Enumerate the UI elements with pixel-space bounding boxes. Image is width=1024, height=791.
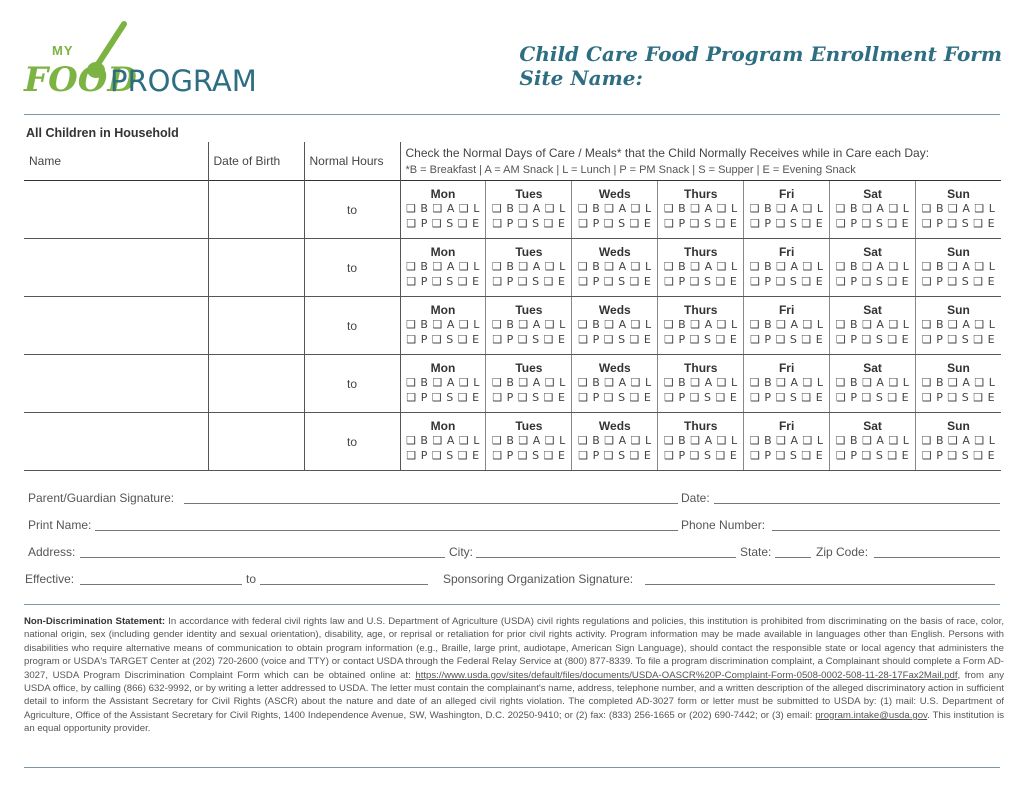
day-tues xyxy=(485,181,571,238)
form-title xyxy=(519,42,1002,90)
meal-checkboxes-bal[interactable]: ❑ B ❑ A ❑ L xyxy=(663,434,738,447)
meal-checkboxes-bal[interactable]: ❑ B ❑ A ❑ L xyxy=(663,376,738,389)
day-label: Thurs xyxy=(684,303,718,317)
statement-heading: Non-Discrimination Statement: xyxy=(24,616,166,627)
meal-checkboxes-pse[interactable]: ❑ P ❑ S ❑ E xyxy=(750,391,824,404)
day-sat xyxy=(829,413,915,470)
day-label: Mon xyxy=(430,361,456,375)
day-label: Mon xyxy=(430,303,456,317)
day-label: Mon xyxy=(430,187,456,201)
day-sun xyxy=(915,239,1001,296)
meal-checkboxes-pse[interactable]: ❑ P ❑ S ❑ E xyxy=(836,275,910,288)
day-label: Sun xyxy=(947,419,970,433)
meal-checkboxes-pse[interactable]: ❑ P ❑ S ❑ E xyxy=(664,217,738,230)
meal-checkboxes-bal[interactable]: ❑ B ❑ A ❑ L xyxy=(577,318,652,331)
zip-label: Zip Code: xyxy=(816,545,869,559)
meal-checkboxes-bal[interactable]: ❑ B ❑ A ❑ L xyxy=(406,376,480,389)
day-label: Weds xyxy=(598,361,631,375)
meal-checkboxes-bal[interactable]: ❑ B ❑ A ❑ L xyxy=(577,434,652,447)
meal-checkboxes-bal[interactable]: ❑ B ❑ A ❑ L xyxy=(491,318,566,331)
meal-checkboxes-bal[interactable]: ❑ B ❑ A ❑ L xyxy=(577,376,652,389)
day-label: Tues xyxy=(515,187,543,201)
meal-checkboxes-pse[interactable]: ❑ P ❑ S ❑ E xyxy=(492,449,566,462)
day-label: Thurs xyxy=(684,245,718,259)
meal-checkboxes-bal[interactable]: ❑ B ❑ A ❑ L xyxy=(749,376,824,389)
day-weds xyxy=(571,355,657,412)
child-name-cell[interactable] xyxy=(24,297,208,355)
day-sat xyxy=(829,181,915,238)
day-sun xyxy=(915,355,1001,412)
meal-checkboxes-bal[interactable]: ❑ B ❑ A ❑ L xyxy=(491,376,566,389)
form-title-line1: Child Care Food Program Enrollment Form xyxy=(519,42,1002,66)
section-title: All Children in Household xyxy=(26,126,179,140)
phone-field[interactable] xyxy=(772,530,1000,531)
day-label: Fri xyxy=(778,419,795,433)
day-label: Mon xyxy=(430,245,456,259)
day-sat xyxy=(829,297,915,354)
phone-label: Phone Number: xyxy=(681,518,766,532)
meal-checkboxes-pse[interactable]: ❑ P ❑ S ❑ E xyxy=(664,449,738,462)
normal-hours-cell[interactable] xyxy=(304,413,400,471)
meal-checkboxes-bal[interactable]: ❑ B ❑ A ❑ L xyxy=(491,434,566,447)
meal-checkboxes-bal[interactable]: ❑ B ❑ A ❑ L xyxy=(835,434,910,447)
normal-hours-cell[interactable] xyxy=(304,355,400,413)
child-dob-cell[interactable] xyxy=(208,355,304,413)
col-name: Name xyxy=(29,154,62,168)
meal-checkboxes-bal[interactable]: ❑ B ❑ A ❑ L xyxy=(749,260,824,273)
meal-checkboxes-bal[interactable]: ❑ B ❑ A ❑ L xyxy=(491,260,566,273)
day-label: Sun xyxy=(947,187,970,201)
hours-to-label: to xyxy=(346,202,357,217)
effective-to-field[interactable] xyxy=(260,584,428,585)
meal-checkboxes-bal[interactable]: ❑ B ❑ A ❑ L xyxy=(835,318,910,331)
meal-checkboxes-pse[interactable]: ❑ P ❑ S ❑ E xyxy=(664,391,738,404)
days-cell xyxy=(400,297,1001,355)
day-sun xyxy=(915,413,1001,470)
day-label: Tues xyxy=(515,303,543,317)
state-label: State: xyxy=(740,545,772,559)
address-label: Address: xyxy=(28,545,76,559)
city-label: City: xyxy=(449,545,473,559)
day-label: Fri xyxy=(778,303,795,317)
meal-checkboxes-pse[interactable]: ❑ P ❑ S ❑ E xyxy=(836,391,910,404)
day-fri xyxy=(743,239,829,296)
day-fri xyxy=(743,181,829,238)
print-name-field[interactable] xyxy=(95,530,678,531)
col-check xyxy=(400,142,1001,181)
meal-checkboxes-pse[interactable]: ❑ P ❑ S ❑ E xyxy=(750,333,824,346)
meal-checkboxes-bal[interactable]: ❑ B ❑ A ❑ L xyxy=(406,202,480,215)
meal-checkboxes-pse[interactable]: ❑ P ❑ S ❑ E xyxy=(921,275,996,288)
day-tues xyxy=(485,239,571,296)
hours-to-label: to xyxy=(346,318,357,333)
child-dob-cell[interactable] xyxy=(208,239,304,297)
meal-checkboxes-bal[interactable]: ❑ B ❑ A ❑ L xyxy=(921,434,996,447)
day-label: Mon xyxy=(430,419,456,433)
child-dob-cell[interactable] xyxy=(208,297,304,355)
day-label: Weds xyxy=(598,303,631,317)
meal-checkboxes-pse[interactable]: ❑ P ❑ S ❑ E xyxy=(492,333,566,346)
hours-to-label: to xyxy=(346,260,357,275)
normal-hours-cell[interactable] xyxy=(304,239,400,297)
effective-label: Effective: xyxy=(25,572,75,586)
meal-checkboxes-pse[interactable]: ❑ P ❑ S ❑ E xyxy=(406,391,480,404)
day-label: Sat xyxy=(863,245,882,259)
day-sun xyxy=(915,181,1001,238)
meal-checkboxes-bal[interactable]: ❑ B ❑ A ❑ L xyxy=(749,434,824,447)
day-label: Fri xyxy=(778,361,795,375)
day-label: Weds xyxy=(598,419,631,433)
day-label: Sat xyxy=(863,187,882,201)
child-dob-cell[interactable] xyxy=(208,413,304,471)
meal-checkboxes-bal[interactable]: ❑ B ❑ A ❑ L xyxy=(835,260,910,273)
child-row xyxy=(24,413,1001,471)
day-label: Fri xyxy=(778,187,795,201)
child-row xyxy=(24,181,1001,239)
meal-checkboxes-bal[interactable]: ❑ B ❑ A ❑ L xyxy=(406,260,480,273)
meal-checkboxes-pse[interactable]: ❑ P ❑ S ❑ E xyxy=(492,275,566,288)
day-weds xyxy=(571,413,657,470)
meal-checkboxes-pse[interactable]: ❑ P ❑ S ❑ E xyxy=(664,333,738,346)
normal-hours-cell[interactable] xyxy=(304,181,400,239)
sponsor-signature-label: Sponsoring Organization Signature: xyxy=(443,572,634,586)
day-thurs xyxy=(657,181,743,238)
meal-checkboxes-bal[interactable]: ❑ B ❑ A ❑ L xyxy=(406,318,480,331)
meal-checkboxes-pse[interactable]: ❑ P ❑ S ❑ E xyxy=(921,391,996,404)
meal-checkboxes-pse[interactable]: ❑ P ❑ S ❑ E xyxy=(750,275,824,288)
meal-checkboxes-bal[interactable]: ❑ B ❑ A ❑ L xyxy=(749,318,824,331)
email-link[interactable]: program.intake@usda.gov xyxy=(815,709,928,721)
day-label: Tues xyxy=(515,245,543,259)
child-dob-cell[interactable] xyxy=(208,181,304,239)
normal-hours-cell[interactable] xyxy=(304,297,400,355)
day-label: Sun xyxy=(947,245,970,259)
meal-checkboxes-pse[interactable]: ❑ P ❑ S ❑ E xyxy=(836,217,910,230)
day-sun xyxy=(915,297,1001,354)
child-row xyxy=(24,297,1001,355)
days-cell xyxy=(400,181,1001,239)
address-field[interactable] xyxy=(80,557,445,558)
day-label: Sat xyxy=(863,361,882,375)
logo-program: PROGRAM xyxy=(110,64,257,98)
meal-checkboxes-pse[interactable]: ❑ P ❑ S ❑ E xyxy=(492,217,566,230)
day-mon xyxy=(401,413,486,470)
day-fri xyxy=(743,413,829,470)
day-mon xyxy=(401,297,486,354)
child-name-cell[interactable] xyxy=(24,181,208,239)
meal-checkboxes-pse[interactable]: ❑ P ❑ S ❑ E xyxy=(921,217,996,230)
meal-checkboxes-pse[interactable]: ❑ P ❑ S ❑ E xyxy=(578,391,652,404)
child-name-cell[interactable] xyxy=(24,239,208,297)
meal-checkboxes-bal[interactable]: ❑ B ❑ A ❑ L xyxy=(491,202,566,215)
meal-checkboxes-pse[interactable]: ❑ P ❑ S ❑ E xyxy=(492,391,566,404)
meal-checkboxes-pse[interactable]: ❑ P ❑ S ❑ E xyxy=(406,275,480,288)
signature-label: Parent/Guardian Signature: xyxy=(28,491,175,505)
footer-divider xyxy=(24,767,1000,768)
day-label: Fri xyxy=(778,245,795,259)
day-label: Thurs xyxy=(684,361,718,375)
day-label: Tues xyxy=(515,361,543,375)
child-name-cell[interactable] xyxy=(24,413,208,471)
day-mon xyxy=(401,181,486,238)
print-name-label: Print Name: xyxy=(28,518,92,532)
myfoodprogram-logo xyxy=(22,18,262,100)
meal-checkboxes-pse[interactable]: ❑ P ❑ S ❑ E xyxy=(921,449,996,462)
day-label: Tues xyxy=(515,419,543,433)
date-field[interactable] xyxy=(714,503,1000,504)
header-divider xyxy=(24,114,1000,115)
days-cell xyxy=(400,355,1001,413)
meal-checkboxes-pse[interactable]: ❑ P ❑ S ❑ E xyxy=(578,275,652,288)
state-field[interactable] xyxy=(775,557,811,558)
day-thurs xyxy=(657,297,743,354)
statement-p1: In accordance with federal civil rights law and U.S. Department of Agriculture (USDA) civil rights regulations and policies, this institution is prohibited from discriminating on the basis of race, color, national origin, sex (including gender identity and sexual orientation), disability, age, or reprisal or retaliation for prior civil rights activity. Program information may be made available in languages other than English. Persons with disabilities who require alternative means of communication to obtain program information (e.g., Braille, large print, audiotape, American Sign Language), should contact the responsible state or local agency that administers the program or USDA's TARGET Center at (202) 720-2600 (voice and TTY) or contact USDA through the Federal Relay Service at (800) 877-8339. To file a program discrimination complaint, a Complainant should complete a Form AD-3027, USDA Program Discrimination Complaint Form which can be obtained online at: xyxy=(24,616,1004,681)
meal-checkboxes-bal[interactable]: ❑ B ❑ A ❑ L xyxy=(663,260,738,273)
meal-legend: *B = Breakfast | A = AM Snack | L = Lunch | P = PM Snack | S = Supper | E = Evening Snack xyxy=(405,164,856,176)
hours-to-label: to xyxy=(346,434,357,449)
day-sat xyxy=(829,239,915,296)
day-label: Weds xyxy=(598,187,631,201)
day-tues xyxy=(485,413,571,470)
zip-field[interactable] xyxy=(874,557,1000,558)
meal-checkboxes-pse[interactable]: ❑ P ❑ S ❑ E xyxy=(406,217,480,230)
signature-field[interactable] xyxy=(184,503,678,504)
meal-checkboxes-bal[interactable]: ❑ B ❑ A ❑ L xyxy=(406,434,480,447)
days-cell xyxy=(400,413,1001,471)
meal-checkboxes-pse[interactable]: ❑ P ❑ S ❑ E xyxy=(406,333,480,346)
effective-from-field[interactable] xyxy=(80,584,242,585)
meal-checkboxes-bal[interactable]: ❑ B ❑ A ❑ L xyxy=(663,318,738,331)
meal-checkboxes-pse[interactable]: ❑ P ❑ S ❑ E xyxy=(578,217,652,230)
meal-checkboxes-bal[interactable]: ❑ B ❑ A ❑ L xyxy=(921,376,996,389)
statement-divider xyxy=(24,604,1000,605)
meal-checkboxes-bal[interactable]: ❑ B ❑ A ❑ L xyxy=(835,376,910,389)
days-group xyxy=(401,413,1002,470)
day-mon xyxy=(401,355,486,412)
meal-checkboxes-bal[interactable]: ❑ B ❑ A ❑ L xyxy=(921,260,996,273)
day-label: Weds xyxy=(598,245,631,259)
day-label: Sat xyxy=(863,303,882,317)
complaint-form-link[interactable]: https://www.usda.gov/sites/default/files/documents/USDA-OASCR%20P-Complaint-Form-0508-0002-508-11-28-17Fax2Mail.pdf xyxy=(415,669,958,681)
meal-checkboxes-bal[interactable]: ❑ B ❑ A ❑ L xyxy=(663,202,738,215)
day-thurs xyxy=(657,355,743,412)
days-group xyxy=(401,297,1002,354)
day-fri xyxy=(743,297,829,354)
sponsor-signature-field[interactable] xyxy=(645,584,995,585)
meal-checkboxes-pse[interactable]: ❑ P ❑ S ❑ E xyxy=(921,333,996,346)
meal-checkboxes-pse[interactable]: ❑ P ❑ S ❑ E xyxy=(578,449,652,462)
logo-food: FOOD xyxy=(24,60,137,100)
meal-checkboxes-pse[interactable]: ❑ P ❑ S ❑ E xyxy=(578,333,652,346)
day-label: Sun xyxy=(947,303,970,317)
child-row xyxy=(24,239,1001,297)
children-table xyxy=(24,142,1001,471)
hours-to-label: to xyxy=(346,376,357,391)
meal-checkboxes-bal[interactable]: ❑ B ❑ A ❑ L xyxy=(749,202,824,215)
meal-checkboxes-pse[interactable]: ❑ P ❑ S ❑ E xyxy=(836,333,910,346)
day-tues xyxy=(485,355,571,412)
col-check-label: Check the Normal Days of Care / Meals* that the Child Normally Receives while in Care each Day: xyxy=(405,146,930,160)
meal-checkboxes-bal[interactable]: ❑ B ❑ A ❑ L xyxy=(921,318,996,331)
meal-checkboxes-pse[interactable]: ❑ P ❑ S ❑ E xyxy=(406,449,480,462)
day-label: Thurs xyxy=(684,187,718,201)
day-weds xyxy=(571,297,657,354)
day-mon xyxy=(401,239,486,296)
meal-checkboxes-bal[interactable]: ❑ B ❑ A ❑ L xyxy=(577,260,652,273)
day-thurs xyxy=(657,239,743,296)
day-label: Sat xyxy=(863,419,882,433)
site-name-label: Site Name: xyxy=(519,66,643,90)
col-dob: Date of Birth xyxy=(208,142,304,181)
day-weds xyxy=(571,239,657,296)
meal-checkboxes-bal[interactable]: ❑ B ❑ A ❑ L xyxy=(835,202,910,215)
meal-checkboxes-pse[interactable]: ❑ P ❑ S ❑ E xyxy=(750,449,824,462)
meal-checkboxes-bal[interactable]: ❑ B ❑ A ❑ L xyxy=(921,202,996,215)
day-label: Thurs xyxy=(684,419,718,433)
logo-my: MY xyxy=(52,43,74,58)
day-tues xyxy=(485,297,571,354)
meal-checkboxes-bal[interactable]: ❑ B ❑ A ❑ L xyxy=(577,202,652,215)
date-label: Date: xyxy=(681,491,710,505)
day-fri xyxy=(743,355,829,412)
days-group xyxy=(401,239,1002,296)
days-group xyxy=(401,355,1002,412)
col-hours: Normal Hours xyxy=(304,142,400,181)
statement-p2: , from any USDA office, by calling (866) 632-9992, or by writing a letter addressed to USDA. The letter must contain the complainant's name, address, telephone number, and a written description of the alleged discriminatory action in sufficient detail to inform the Assistant Secretary for Civil Rights (ASCR) about the nature and date of an alleged civil rights violation. The completed AD-3027 form or letter must be submitted to USDA by: (1) mail: U.S. Department of Agriculture, Office of the Assistant Secretary for Civil Rights, 1400 Independence Avenue, SW, Washington, D.C. 20250-9410; or (2) fax: (833) 256-1665 or (202) 690-7442; or (3) email: xyxy=(24,669,1004,721)
day-sat xyxy=(829,355,915,412)
non-discrimination-statement xyxy=(24,615,1004,736)
meal-checkboxes-pse[interactable]: ❑ P ❑ S ❑ E xyxy=(836,449,910,462)
meal-checkboxes-pse[interactable]: ❑ P ❑ S ❑ E xyxy=(664,275,738,288)
child-row xyxy=(24,355,1001,413)
meal-checkboxes-pse[interactable]: ❑ P ❑ S ❑ E xyxy=(750,217,824,230)
child-name-cell[interactable] xyxy=(24,355,208,413)
days-cell xyxy=(400,239,1001,297)
day-weds xyxy=(571,181,657,238)
city-field[interactable] xyxy=(476,557,736,558)
day-thurs xyxy=(657,413,743,470)
effective-to-label: to xyxy=(246,572,257,586)
day-label: Sun xyxy=(947,361,970,375)
days-group xyxy=(401,181,1002,238)
statement-p3: . This institution is an equal opportunity provider. xyxy=(24,709,1004,735)
